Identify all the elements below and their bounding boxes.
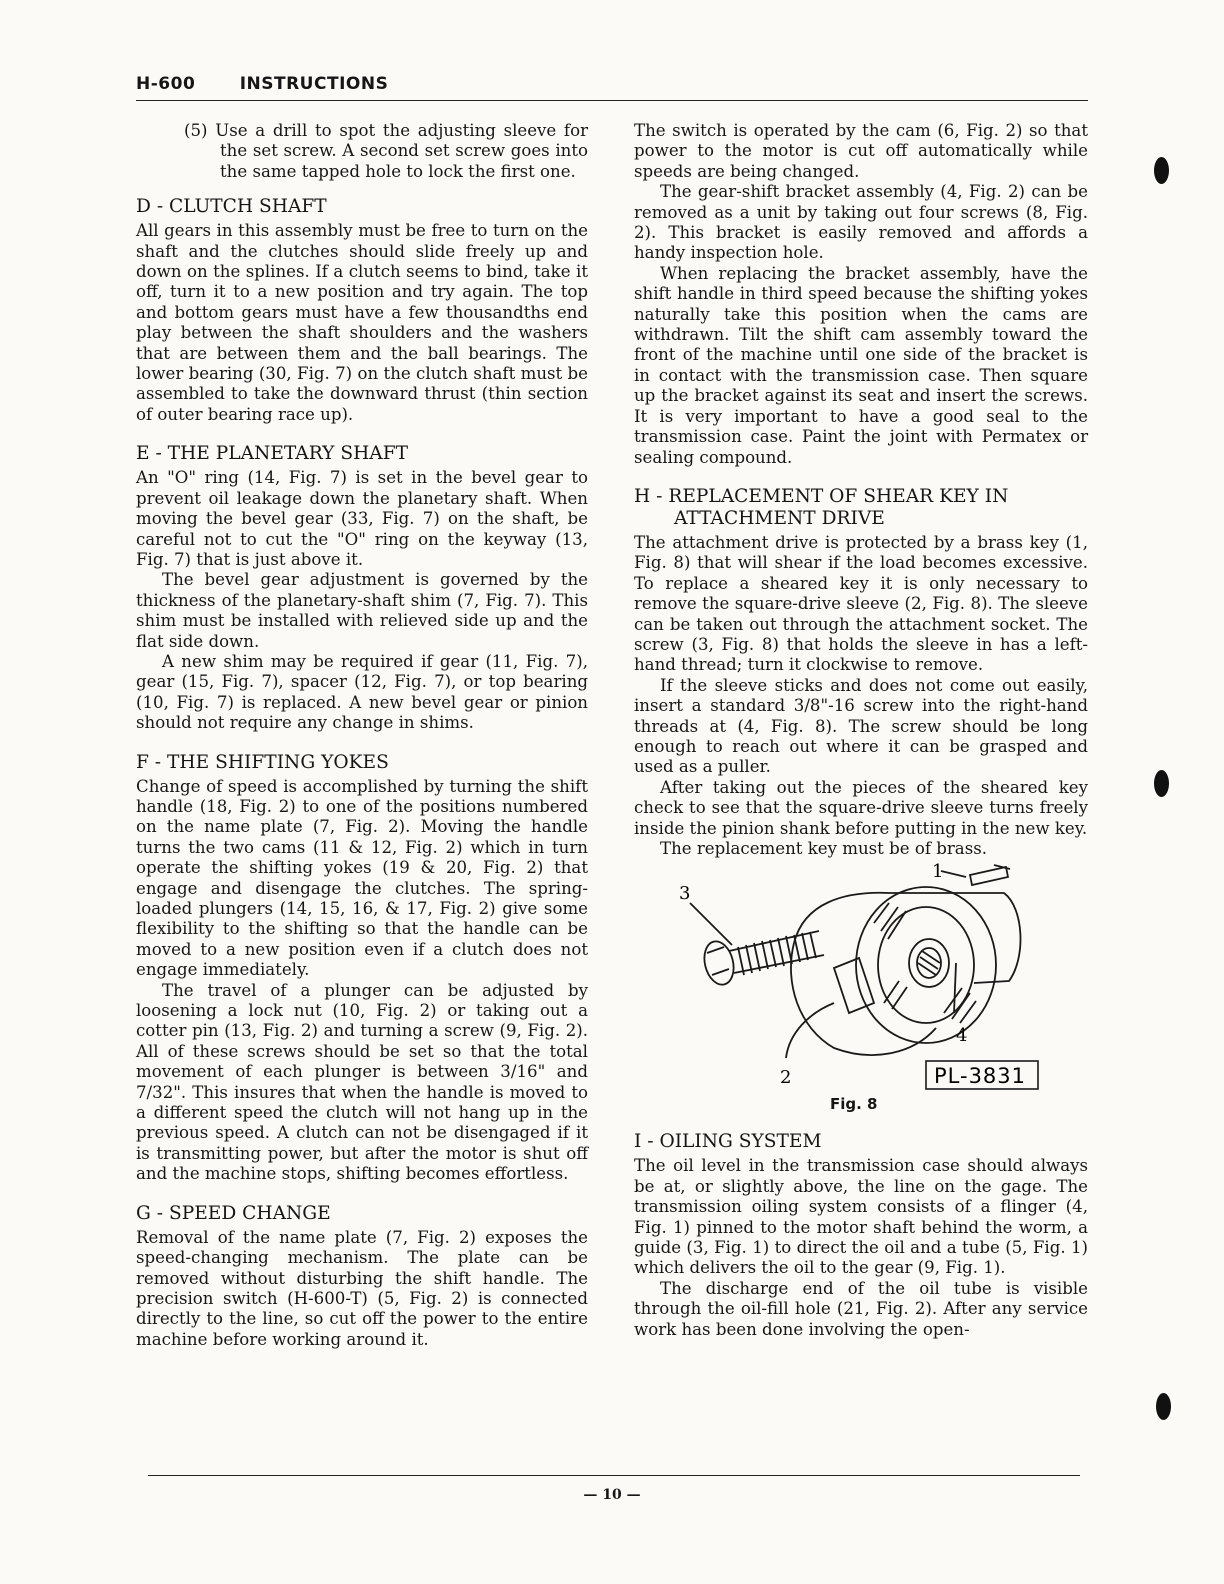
plate-id: PL-3831 — [934, 1064, 1027, 1089]
binder-hole-mark — [1154, 157, 1169, 184]
section-g-heading: G - SPEED CHANGE — [136, 1202, 331, 1224]
section-e-paragraph-1: An "O" ring (14, Fig. 7) is set in the bevel gear to prevent oil leakage down the planetary shaft. When moving the bevel gear (33, Fig. 7) on the shaft, be careful not to cut the "O" ring on the keyway (13, Fig. 7) that is just above it. — [136, 468, 588, 569]
section-g-paragraph-4: When replacing the bracket assembly, have the shift handle in third speed because the shifting yokes naturally take this position when the cams are withdrawn. Tilt the shift cam assembly toward the front of the machine until one side of the bracket is in contact with the transmission case. Then square up the bracket against its seat and insert the screws. It is very important to have a good seal to the transmission case. Paint the joint with Permatex or sealing compound. — [634, 263, 1088, 467]
footer-rule — [148, 1475, 1080, 1476]
section-e-paragraph-3: A new shim may be required if gear (11, Fig. 7), gear (15, Fig. 7), spacer (12, Fig. 7), or top bearing (10, Fig. 7) is replaced. A new bevel gear or pinion should not require any change in shims. — [136, 651, 588, 733]
section-d-paragraph: All gears in this assembly must be free to turn on the shaft and the clutches should slide freely up and down on the splines. If a clutch seems to bind, take it off, turn it to a new position and try again. The top and bottom gears must have a few thousandths end play between the shaft shoulders and the washers that are between them and the ball bearings. The lower bearing (30, Fig. 7) on the clutch shaft must be assembled to take the downward thrust (thin section of outer bearing race up). — [136, 221, 588, 424]
section-g-paragraph-1: Removal of the name plate (7, Fig. 2) exposes the speed-changing mechanism. The plate can be removed without disturbing the shift handle. The precision switch (H-600-T) (5, Fig. 2) is connected directly to the line, so cut off the power to the entire machine before working around it. — [136, 1227, 588, 1349]
section-h-paragraph-1: The attachment drive is protected by a brass key (1, Fig. 8) that will shear if the load becomes excessive. To replace a sheared key it is only necessary to remove the square-drive sleeve (2, Fig. 8). The sleeve can be taken out through the attachment socket. The screw (3, Fig. 8) that holds the sleeve in has a left-hand thread; turn it clockwise to remove. — [634, 532, 1088, 675]
callout-1: 1 — [932, 863, 944, 883]
page-header — [136, 74, 1088, 94]
right-column — [634, 121, 1088, 1340]
callout-3: 3 — [679, 883, 691, 905]
callout-2: 2 — [780, 1067, 792, 1089]
section-h-paragraph-3: After taking out the pieces of the sheared key check to see that the square-drive sleeve turns freely inside the pinion shank before putting in the new key. — [634, 777, 1088, 838]
left-column — [136, 121, 588, 1350]
section-i-heading: I - OILING SYSTEM — [634, 1131, 822, 1153]
section-h-heading-line-2: ATTACHMENT DRIVE — [674, 507, 885, 529]
header-rule — [136, 100, 1088, 101]
section-i-paragraph-2: The discharge end of the oil tube is visible through the oil-fill hole (21, Fig. 2). After any service work has been done involving the open- — [634, 1278, 1088, 1339]
section-h-paragraph-2: If the sleeve sticks and does not come out easily, insert a standard 3/8"-16 screw into the right-hand threads at (4, Fig. 8). The screw should be long enough to reach out where it can be grasped and used as a puller. — [634, 675, 1088, 777]
section-e-paragraph-2: The bevel gear adjustment is governed by the thickness of the planetary-shaft shim (7, Fig. 7). This shim must be installed with relieved side up and the flat side down. — [136, 570, 588, 651]
section-f-heading: F - THE SHIFTING YOKES — [136, 751, 389, 773]
page-number: — 10 — — [583, 1487, 641, 1503]
figure-caption: Fig. 8 — [830, 1095, 878, 1114]
section-f-paragraph-2: The travel of a plunger can be adjusted by loosening a lock nut (10, Fig. 2) or taking out a cotter pin (13, Fig. 2) and turning a screw (9, Fig. 2). All of these screws should be set so that the total movement of each plunger is between 3/16" and 7/32". This insures that when the handle is moved to a different speed the clutch will not hang up in the previous speed. A clutch can not be disengaged if it is transmitting power, but after the motor is shut off and the machine stops, shifting becomes effortless. — [136, 980, 588, 1184]
manual-code: H-600 — [136, 74, 196, 94]
section-g-paragraph-2: The switch is operated by the cam (6, Fig. 2) so that power to the motor is cut off automatically while speeds are being changed. — [634, 121, 1088, 181]
section-h-heading — [634, 486, 1088, 530]
binder-hole-mark — [1154, 770, 1169, 797]
header-title: INSTRUCTIONS — [239, 74, 389, 94]
section-g-paragraph-3: The gear-shift bracket assembly (4, Fig. 2) can be removed as a unit by taking out four screws (8, Fig. 2). This bracket is easily removed and affords a handy inspection hole. — [634, 182, 1088, 263]
figure-8 — [634, 863, 1088, 1117]
step-5-paragraph: (5) Use a drill to spot the adjusting sleeve for the set screw. A second set screw goes into the same tapped hole to lock the first one. — [184, 121, 588, 181]
section-f-paragraph-1: Change of speed is accomplished by turning the shift handle (18, Fig. 2) to one of the positions numbered on the name plate (7, Fig. 2). Moving the handle turns the two cams (11 & 12, Fig. 2) which in turn operate the shifting yokes (19 & 20, Fig. 2) that engage and disengage the clutches. The spring-loaded plungers (14, 15, 16, & 17, Fig. 2) give some flexibility to the shifting so that the handle can be moved to a new position even if a clutch does not engage immediately. — [136, 776, 588, 980]
section-h-heading-line-1: H - REPLACEMENT OF SHEAR KEY IN — [634, 485, 1009, 507]
section-e-heading: E - THE PLANETARY SHAFT — [136, 443, 409, 465]
callout-4: 4 — [956, 1025, 968, 1047]
binder-hole-mark — [1156, 1393, 1171, 1420]
section-i-paragraph-1: The oil level in the transmission case should always be at, or slightly above, the line on the gage. The transmission oiling system consists of a flinger (4, Fig. 1) pinned to the motor shaft behind the worm, a guide (3, Fig. 1) to direct the oil and a tube (5, Fig. 1) which delivers the oil to the gear (9, Fig. 1). — [634, 1156, 1088, 1278]
shear-key-assembly-drawing — [674, 863, 1054, 1093]
section-h-paragraph-4: The replacement key must be of brass. — [660, 839, 988, 858]
section-d-heading: D - CLUTCH SHAFT — [136, 196, 327, 218]
